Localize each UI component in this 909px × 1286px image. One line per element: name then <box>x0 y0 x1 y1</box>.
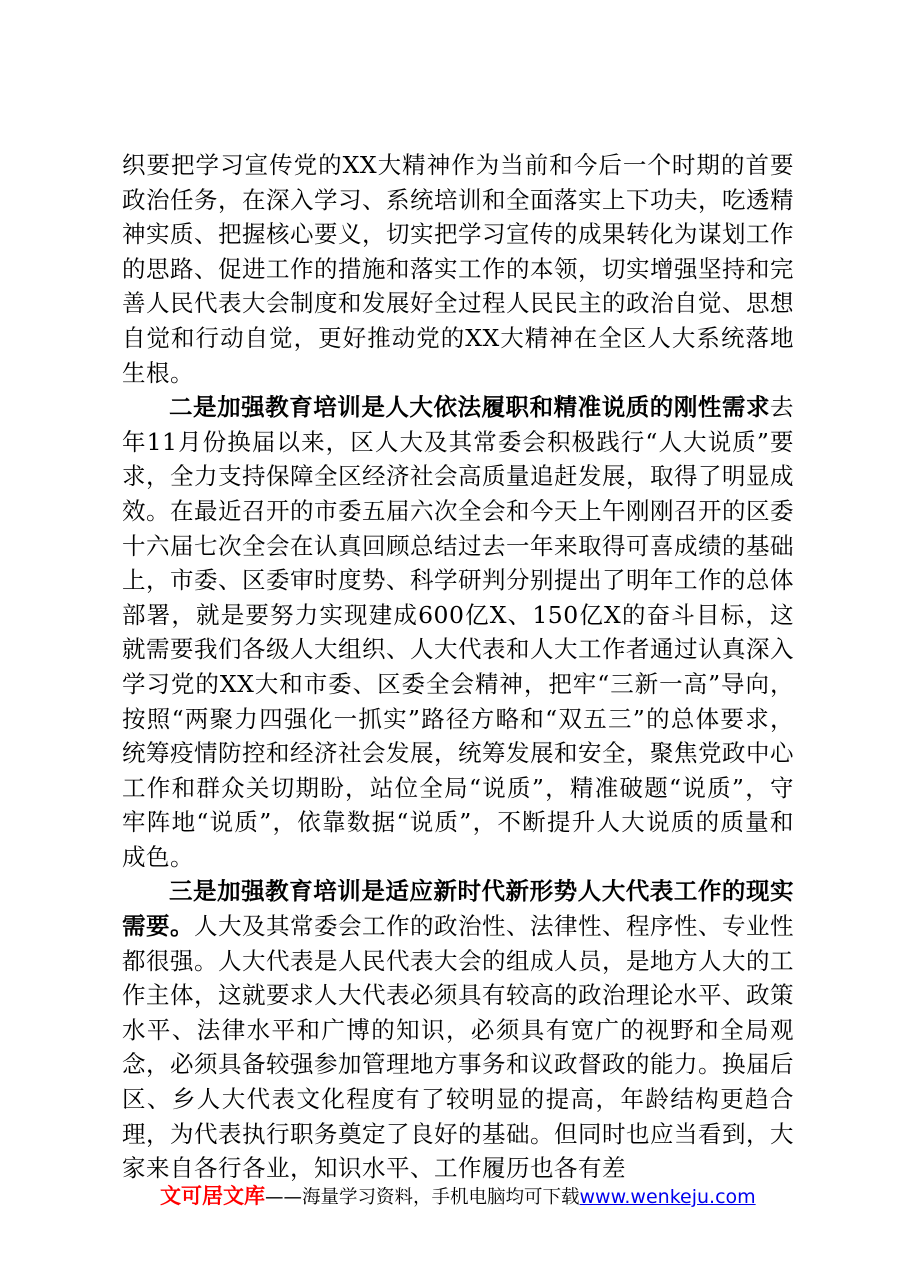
paragraph-text: 织要把学习宣传党的XX大精神作为当前和今后一个时期的首要政治任务，在深入学习、系统培训和全面落实上下功夫，吃透精神实质、把握核心要义，切实把学习宣传的成果转化为谋划工作的思路、促进工作的措施和落实工作的本领，切实增强坚持和完善人民代表大会制度和发展好全过程人民民主的政治自觉、思想自觉和行动自觉，更好推动党的XX大精神在全区人大系统落地生根。 <box>122 151 794 387</box>
paragraph-lead-heading: 三是加强教育培训是适应新时代新形势人大代表工作的现实需要。 <box>122 877 794 941</box>
paragraph-point-two <box>122 390 794 874</box>
paragraph-point-three <box>122 874 794 1185</box>
footer-banner <box>160 1180 860 1212</box>
footer-tagline: 海量学习资料，手机电脑均可下载 <box>302 1187 580 1208</box>
footer-dash: —— <box>265 1187 302 1208</box>
paragraph-lead-heading: 二是加强教育培训是人大依法履职和精准说质的刚性需求 <box>169 393 770 422</box>
document-body <box>122 148 794 1186</box>
paragraph-continuation <box>122 148 794 390</box>
footer-link[interactable]: www.wenkeju.com <box>579 1186 756 1208</box>
footer-brand: 文可居文库 <box>160 1184 265 1208</box>
paragraph-text: 人大及其常委会工作的政治性、法律性、程序性、专业性都很强。人大代表是人民代表大会的组成人员，是地方人大的工作主体，这就要求人大代表必须具有较高的政治理论水平、政策水平、法律水平和广博的知识，必须具有宽广的视野和全局观念，必须具备较强参加管理地方事务和议政督政的能力。换届后区、乡人大代表文化程度有了较明显的提高，年龄结构更趋合理，为代表执行职务奠定了良好的基础。但同时也应当看到，大家来自各行各业，知识水平、工作履历也各有差 <box>122 912 794 1183</box>
paragraph-text: 去年11月份换届以来，区人大及其常委会积极践行“人大说质”要求，全力支持保障全区经济社会高质量追赶发展，取得了明显成效。在最近召开的市委五届六次全会和今天上午刚刚召开的区委十六届七次全会在认真回顾总结过去一年来取得可喜成绩的基础上，市委、区委审时度势、科学研判分别提出了明年工作的总体部署，就是要努力实现建成600亿X、150亿X的奋斗目标，这就需要我们各级人大组织、人大代表和人大工作者通过认真深入学习党的XX大和市委、区委全会精神，把牢“三新一高”导向，按照“两聚力四强化一抓实”路径方略和“双五三”的总体要求，统筹疫情防控和经济社会发展，统筹发展和安全，聚焦党政中心工作和群众关切期盼，站位全局“说质”，精准破题“说质”，守牢阵地“说质”，依靠数据“说质”，不断提升人大说质的质量和成色。 <box>122 393 794 871</box>
